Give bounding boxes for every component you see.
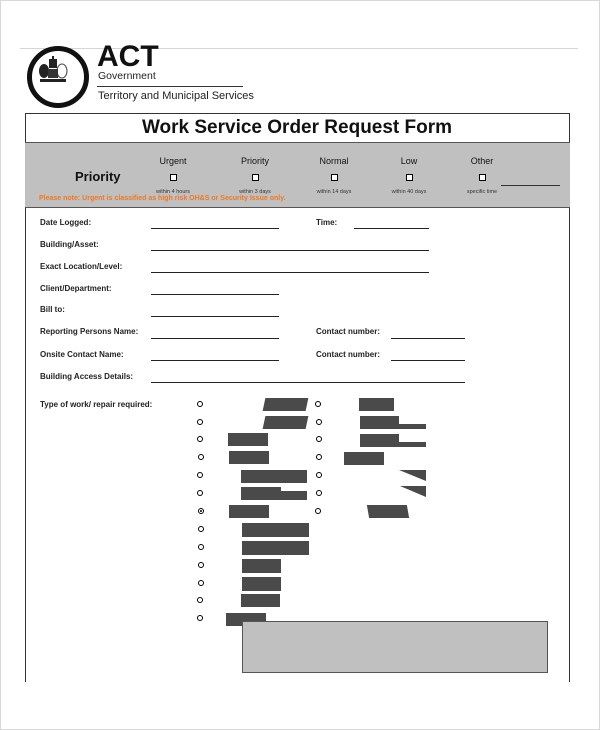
onsite-contact-name-label: Onsite Contact Name:	[40, 350, 124, 359]
work-type-radio[interactable]	[197, 472, 203, 478]
redacted-label	[229, 451, 269, 464]
work-type-radio[interactable]	[197, 490, 203, 496]
work-type-radio-selected[interactable]	[198, 508, 204, 514]
building-asset-label: Building/Asset:	[40, 240, 99, 249]
work-type-radio[interactable]	[197, 597, 203, 603]
priority-option-sub: within 3 days	[239, 189, 271, 195]
reporting-persons-name-field[interactable]	[151, 338, 279, 339]
priority-option-sub: within 40 days	[391, 189, 427, 195]
work-type-radio[interactable]	[198, 526, 204, 532]
bill-to-field[interactable]	[151, 316, 279, 317]
priority-note: Please note: Urgent is classified as high risk OH&S or Security Issue only.	[39, 195, 286, 202]
redacted-label	[399, 442, 426, 447]
work-type-radio[interactable]	[315, 508, 321, 514]
time-field[interactable]	[354, 228, 429, 229]
redacted-label	[229, 505, 269, 518]
work-type-radio[interactable]	[316, 490, 322, 496]
form-title: Work Service Order Request Form	[141, 117, 453, 138]
work-type-radio[interactable]	[198, 562, 204, 568]
contact-number-2-label: Contact number:	[316, 350, 380, 359]
date-logged-label: Date Logged:	[40, 218, 92, 227]
low-checkbox[interactable]	[406, 174, 413, 181]
redacted-label	[367, 505, 409, 518]
reporting-persons-name-label: Reporting Persons Name:	[40, 327, 139, 336]
act-government-seal-icon	[27, 46, 89, 108]
time-label: Time:	[316, 218, 338, 227]
priority-option-low[interactable]	[369, 156, 449, 195]
work-type-radio[interactable]	[315, 401, 321, 407]
logo-act-text: ACT	[97, 40, 159, 73]
priority-option-urgent[interactable]	[133, 156, 213, 195]
work-type-radio[interactable]	[197, 401, 203, 407]
type-of-work-label: Type of work/ repair required:	[40, 400, 153, 409]
work-type-radio[interactable]	[197, 436, 203, 442]
urgent-checkbox[interactable]	[170, 174, 177, 181]
work-type-radio[interactable]	[316, 454, 322, 460]
building-access-details-field[interactable]	[151, 382, 465, 383]
redacted-label	[360, 434, 399, 447]
work-type-radio[interactable]	[198, 544, 204, 550]
work-type-radio[interactable]	[197, 615, 203, 621]
work-type-radio[interactable]	[316, 436, 322, 442]
priority-option-label: Other	[470, 156, 494, 166]
client-department-label: Client/Department:	[40, 284, 112, 293]
priority-option-sub: within 4 hours	[156, 189, 190, 195]
exact-location-field[interactable]	[151, 272, 429, 273]
normal-checkbox[interactable]	[331, 174, 338, 181]
other-specific-time-field[interactable]	[501, 185, 560, 186]
priority-label: Priority	[75, 169, 121, 184]
priority-option-sub: specific time	[466, 189, 498, 195]
contact-number-2-field[interactable]	[391, 360, 465, 361]
redacted-label	[263, 416, 309, 429]
bill-to-label: Bill to:	[40, 305, 65, 314]
work-description-textarea[interactable]	[242, 621, 548, 673]
priority-option-label: Normal	[319, 156, 349, 166]
logo-divider	[97, 86, 243, 87]
redacted-label	[242, 523, 309, 537]
date-logged-field[interactable]	[151, 228, 279, 229]
redacted-label	[359, 398, 394, 411]
priority-option-other[interactable]	[442, 156, 522, 195]
building-asset-field[interactable]	[151, 250, 429, 251]
redacted-label	[242, 577, 281, 591]
contact-number-1-label: Contact number:	[316, 327, 380, 336]
redacted-label	[228, 433, 268, 446]
client-department-field[interactable]	[151, 294, 279, 295]
exact-location-label: Exact Location/Level:	[40, 262, 123, 271]
contact-number-1-field[interactable]	[391, 338, 465, 339]
redacted-label	[360, 416, 399, 429]
work-type-radio[interactable]	[197, 419, 203, 425]
redacted-label	[399, 424, 426, 429]
redacted-label	[241, 594, 280, 607]
redacted-label	[241, 491, 307, 500]
redacted-label	[241, 470, 307, 483]
redacted-label	[242, 541, 309, 555]
work-type-radio[interactable]	[316, 472, 322, 478]
other-checkbox[interactable]	[479, 174, 486, 181]
building-access-details-label: Building Access Details:	[40, 372, 134, 381]
priority-option-label: Low	[400, 156, 418, 166]
priority-option-normal[interactable]	[294, 156, 374, 195]
redacted-label	[344, 452, 384, 465]
logo-government-text: Government	[98, 70, 156, 82]
work-type-radio[interactable]	[198, 580, 204, 586]
priority-option-sub: within 14 days	[316, 189, 352, 195]
priority-option-label: Priority	[240, 156, 269, 166]
work-type-radio[interactable]	[316, 419, 322, 425]
priority-checkbox[interactable]	[252, 174, 259, 181]
work-type-radio[interactable]	[198, 454, 204, 460]
logo-department-text: Territory and Municipal Services	[98, 90, 254, 102]
redacted-label	[263, 398, 309, 411]
redacted-label	[242, 559, 281, 573]
priority-option-label: Urgent	[159, 156, 187, 166]
onsite-contact-name-field[interactable]	[151, 360, 279, 361]
priority-option-priority[interactable]	[215, 156, 295, 195]
